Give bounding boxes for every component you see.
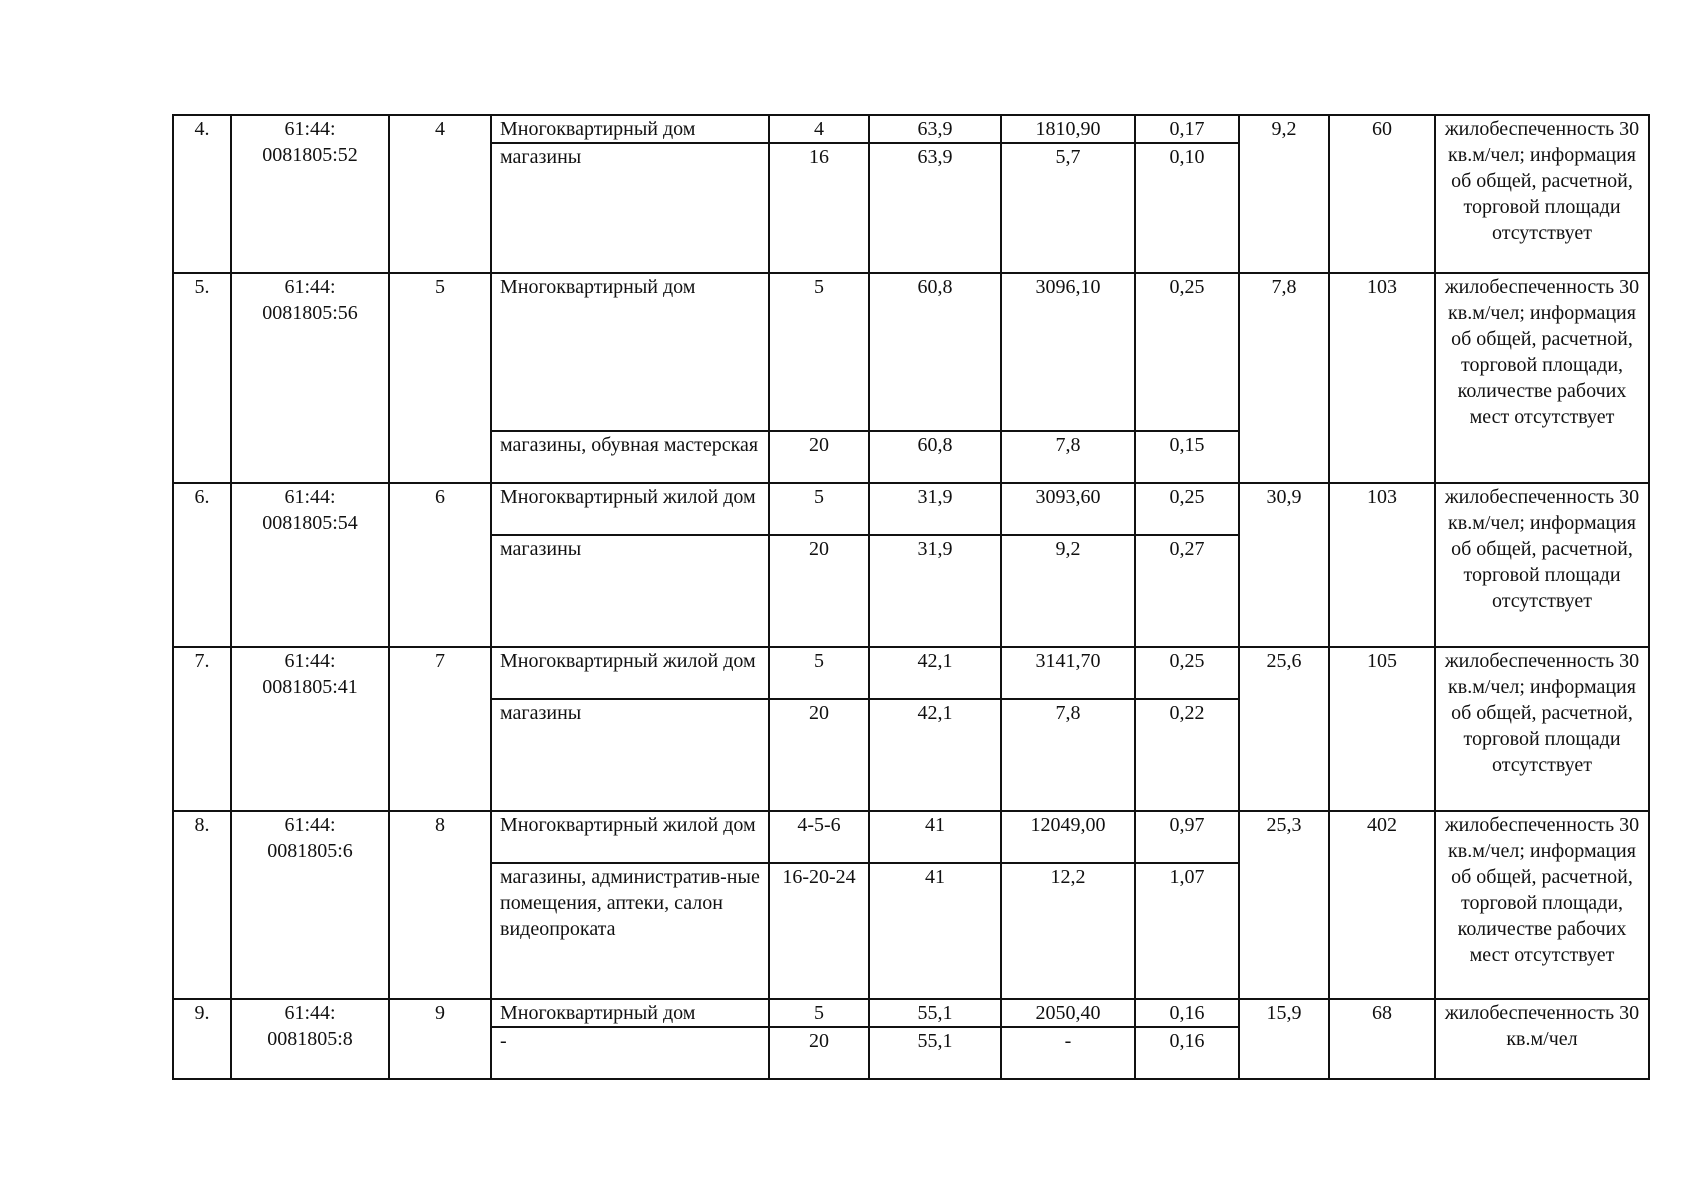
cadastral-number: 61:44: 0081805:54 [231,483,389,647]
ratio-cell: 0,15 [1135,431,1239,483]
purpose-cell: магазины, административ-ные помещения, аптеки, салон видеопроката [491,863,769,999]
floors-cell: 5 [769,273,869,431]
people-cell: 105 [1329,647,1435,811]
note-cell: жилобеспеченность 30 кв.м/чел; информация об общей, расчетной, торговой площади отсутствует [1435,483,1649,647]
area-cell: 3141,70 [1001,647,1135,699]
percent-cell: 41 [869,811,1001,863]
density-cell: 15,9 [1239,999,1329,1079]
purpose-cell: Многоквартирный жилой дом [491,647,769,699]
ratio-cell: 0,97 [1135,811,1239,863]
purpose-cell: Многоквартирный дом [491,273,769,431]
floors-cell: 4-5-6 [769,811,869,863]
row-number: 4. [173,115,231,273]
people-cell: 402 [1329,811,1435,999]
percent-cell: 42,1 [869,647,1001,699]
floors-cell: 20 [769,431,869,483]
area-cell: 3096,10 [1001,273,1135,431]
density-cell: 30,9 [1239,483,1329,647]
row-number: 5. [173,273,231,483]
purpose-cell: Многоквартирный жилой дом [491,483,769,535]
ratio-cell: 0,16 [1135,1027,1239,1079]
parcels-table [172,114,1650,1080]
density-cell: 25,3 [1239,811,1329,999]
note-cell: жилобеспеченность 30 кв.м/чел; информация об общей, расчетной, торговой площади отсутствует [1435,647,1649,811]
address-number: 9 [389,999,491,1079]
table-row [173,999,1649,1027]
area-cell: 7,8 [1001,699,1135,811]
ratio-cell: 0,25 [1135,647,1239,699]
people-cell: 68 [1329,999,1435,1079]
table-row [173,647,1649,699]
density-cell: 9,2 [1239,115,1329,273]
floors-cell: 5 [769,999,869,1027]
floors-cell: 20 [769,699,869,811]
percent-cell: 55,1 [869,1027,1001,1079]
density-cell: 7,8 [1239,273,1329,483]
floors-cell: 20 [769,535,869,647]
ratio-cell: 0,16 [1135,999,1239,1027]
area-cell: 12049,00 [1001,811,1135,863]
area-cell: 7,8 [1001,431,1135,483]
floors-cell: 5 [769,483,869,535]
purpose-cell: Многоквартирный дом [491,115,769,143]
purpose-cell: магазины [491,535,769,647]
floors-cell: 4 [769,115,869,143]
density-cell: 25,6 [1239,647,1329,811]
percent-cell: 42,1 [869,699,1001,811]
row-number: 8. [173,811,231,999]
address-number: 8 [389,811,491,999]
floors-cell: 20 [769,1027,869,1079]
table-row [173,483,1649,535]
row-number: 7. [173,647,231,811]
percent-cell: 63,9 [869,143,1001,273]
address-number: 6 [389,483,491,647]
ratio-cell: 0,25 [1135,483,1239,535]
purpose-cell: - [491,1027,769,1079]
percent-cell: 41 [869,863,1001,999]
percent-cell: 31,9 [869,535,1001,647]
area-cell: 12,2 [1001,863,1135,999]
area-cell: - [1001,1027,1135,1079]
cadastral-number: 61:44: 0081805:52 [231,115,389,273]
area-cell: 2050,40 [1001,999,1135,1027]
percent-cell: 31,9 [869,483,1001,535]
address-number: 4 [389,115,491,273]
ratio-cell: 1,07 [1135,863,1239,999]
people-cell: 103 [1329,273,1435,483]
floors-cell: 5 [769,647,869,699]
address-number: 5 [389,273,491,483]
floors-cell: 16-20-24 [769,863,869,999]
ratio-cell: 0,27 [1135,535,1239,647]
people-cell: 60 [1329,115,1435,273]
table-row [173,115,1649,143]
percent-cell: 63,9 [869,115,1001,143]
floors-cell: 16 [769,143,869,273]
people-cell: 103 [1329,483,1435,647]
area-cell: 9,2 [1001,535,1135,647]
note-cell: жилобеспеченность 30 кв.м/чел; информация об общей, расчетной, торговой площади, количестве рабочих мест отсутствует [1435,811,1649,999]
purpose-cell: магазины [491,143,769,273]
percent-cell: 55,1 [869,999,1001,1027]
percent-cell: 60,8 [869,273,1001,431]
row-number: 9. [173,999,231,1079]
cadastral-number: 61:44: 0081805:41 [231,647,389,811]
note-cell: жилобеспеченность 30 кв.м/чел [1435,999,1649,1079]
ratio-cell: 0,25 [1135,273,1239,431]
purpose-cell: магазины, обувная мастерская [491,431,769,483]
ratio-cell: 0,10 [1135,143,1239,273]
table-row [173,273,1649,431]
area-cell: 3093,60 [1001,483,1135,535]
row-number: 6. [173,483,231,647]
cadastral-number: 61:44: 0081805:8 [231,999,389,1079]
purpose-cell: Многоквартирный дом [491,999,769,1027]
cadastral-number: 61:44: 0081805:56 [231,273,389,483]
ratio-cell: 0,17 [1135,115,1239,143]
percent-cell: 60,8 [869,431,1001,483]
purpose-cell: Многоквартирный жилой дом [491,811,769,863]
area-cell: 5,7 [1001,143,1135,273]
purpose-cell: магазины [491,699,769,811]
note-cell: жилобеспеченность 30 кв.м/чел; информация об общей, расчетной, торговой площади отсутствует [1435,115,1649,273]
table-row [173,811,1649,863]
area-cell: 1810,90 [1001,115,1135,143]
cadastral-number: 61:44: 0081805:6 [231,811,389,999]
note-cell: жилобеспеченность 30 кв.м/чел; информация об общей, расчетной, торговой площади, количестве рабочих мест отсутствует [1435,273,1649,483]
ratio-cell: 0,22 [1135,699,1239,811]
address-number: 7 [389,647,491,811]
